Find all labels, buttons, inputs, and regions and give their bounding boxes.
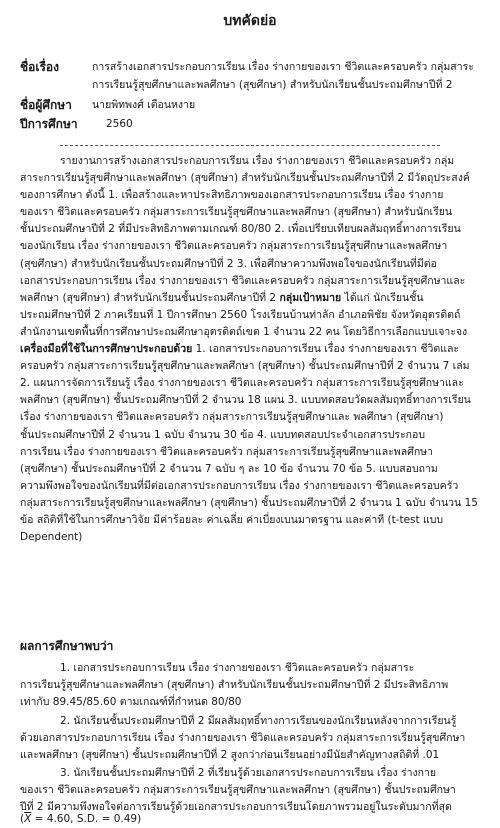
abstract-line: พลศึกษา (สุขศึกษา) ชั้นประถมศึกษาปีที่ 2 จำนวน 18 แผน 3. แบบทดสอบวัดผลสัมฤทธิ์ทางการเรียน <box>20 394 471 407</box>
abstract-line: 2. แผนการจัดการเรียนรู้ เรื่อง ร่างกายของเรา ชีวิตและครอบครัว กลุ่มสาระการเรียนรู้สุขศึกษาและ <box>20 377 464 390</box>
topic-label: ชื่อเรื่อง <box>20 60 59 74</box>
stat-values: = 4.60, S.D. = 0.49) <box>31 813 142 825</box>
abstract-line: สาระการเรียนรู้สุขศึกษาและพลศึกษา (สุขศึกษา) สำหรับนักเรียนชั้นประถมศึกษาปีที่ 2 มีวัตถุประสงค์ <box>20 172 470 185</box>
results-heading: ผลการศึกษาพบว่า <box>20 639 114 653</box>
result-line: 1. เอกสารประกอบการเรียน เรื่อง ร่างกายของเรา ชีวิตและครอบครัว กลุ่มสาระ <box>60 662 415 674</box>
abstract-line: เรื่อง ร่างกายของเรา ชีวิตและครอบครัว กลุ่มสาระการเรียนรู้สุขศึกษาและ พลศึกษา (สุขศึกษา) <box>20 411 444 424</box>
abstract-line: กลุ่มสาระการเรียนรู้สุขศึกษาและพลศึกษา (สุขศึกษา) ชั้นประถมศึกษาปีที่ 2 จำนวน 1 ฉบับ จำนวน 15 <box>20 496 478 509</box>
abstract-line: (สุขศึกษา) ชั้นประถมศึกษาปีที่ 2 จำนวน 7 ฉบับ ๆ ละ 10 ข้อ จำนวน 70 ข้อ 5. แบบสอบถาม <box>20 462 438 475</box>
year-row <box>20 115 490 133</box>
abstract-text: 1. เอกสารประกอบการเรียน เรื่อง ร่างกายของเรา ชีวิตและ <box>192 343 460 356</box>
result-line: และพลศึกษา (สุขศึกษา) ชั้นประถมศึกษาปีที่ 2 สูงกว่าก่อนเรียนอย่างมีนัยสำคัญทางสถิติที่ .01 <box>20 749 440 762</box>
abstract-line <box>20 290 482 307</box>
abstract-line: ของการศึกษา ดังนี้ 1. เพื่อสร้างและหาประสิทธิภาพของเอกสารประกอบการเรียน เรื่อง ร่างกาย <box>20 189 444 202</box>
year-label: ปีการศึกษา <box>20 117 78 131</box>
mean-symbol: $\overline{X}$ <box>24 813 32 825</box>
result-line: การเรียนรู้สุขศึกษาและพลศึกษา (สุขศึกษา) สำหรับนักเรียนชั้นประถมศึกษาปีที่ 2 มีประสิทธิภาพ <box>20 679 449 692</box>
abstract-line: ของนักเรียน เรื่อง ร่างกายของเรา ชีวิตและครอบครัว กลุ่มสาระการเรียนรู้สุขศึกษาและพลศึกษา <box>20 240 448 253</box>
abstract-line: ข้อ สถิติที่ใช้ในการศึกษาวิจัย มีค่าร้อยละ ค่าเฉลี่ย ค่าเบี่ยงเบนมาตรฐาน และค่าที (t-test แบบ <box>20 513 444 526</box>
results-body <box>20 713 482 764</box>
result-line: ด้วยเอกสารประกอบการเรียน เรื่อง ร่างกายของเรา ชีวิตและครอบครัว กลุ่มสาระการเรียนรู้สุขศึกษา <box>20 732 466 745</box>
result-line: เท่ากับ 89.45/85.60 ตามเกณฑ์ที่กำหนด 80/80 <box>20 696 242 709</box>
year-value: 2560 <box>106 118 133 130</box>
target-group-label: กลุ่มเป้าหมาย <box>279 291 342 304</box>
abstract-body <box>20 153 482 546</box>
author-row <box>20 96 490 114</box>
author-label: ชื่อผู้ศึกษา <box>20 98 72 112</box>
abstract-line: การเรียน เรื่อง ร่างกายของเรา ชีวิตและครอบครัว กลุ่มสาระการเรียนรู้สุขศึกษาและพลศึกษา <box>20 445 433 458</box>
dashed-divider <box>60 145 440 146</box>
results-body <box>20 660 482 711</box>
abstract-text: ได้แก่ นักเรียนชั้น <box>341 291 424 304</box>
topic-row <box>20 58 490 98</box>
abstract-line: สำนักงานเขตพื้นที่การศึกษาประถมศึกษาอุตรดิตถ์เขต 1 จำนวน 22 คน โดยวิธีการเลือกแบบเจาะจง <box>20 325 468 338</box>
results-body <box>20 765 482 816</box>
stat-open: ( <box>20 813 25 825</box>
abstract-line: ของเรา ชีวิตและครอบครัว กลุ่มสาระการเรียนรู้สุขศึกษาและพลศึกษา (สุขศึกษา) สำหรับนักเรียน <box>20 206 453 219</box>
abstract-line: ชั้นประถมศึกษาปีที่ 2 จำนวน 1 ฉบับ จำนวน 30 ข้อ 4. แบบทดสอบประจำเอกสารประกอบ <box>20 428 425 441</box>
abstract-text: พลศึกษา (สุขศึกษา) สำหรับนักเรียนชั้นประถมศึกษาปีที่ 2 <box>20 291 280 304</box>
abstract-line: ความพึงพอใจของนักเรียนที่มีต่อเอกสารประกอบการเรียน เรื่อง ร่างกายของเรา ชีวิตและครอบครัว <box>20 479 459 492</box>
result-statistic <box>20 811 482 828</box>
abstract-line: รายงานการสร้างเอกสารประกอบการเรียน เรื่อง ร่างกายของเรา ชีวิตและครอบครัว กลุ่ม <box>60 155 455 167</box>
abstract-line: (สุขศึกษา) สำหรับนักเรียนชั้นประถมศึกษาปีที่ 2 3. เพื่อศึกษาความพึงพอใจของนักเรียนที่มีต่อ <box>20 257 437 270</box>
abstract-line: Dependent) <box>20 531 83 544</box>
tools-label: เครื่องมือที่ใช้ในการศึกษาประกอบด้วย <box>20 343 193 356</box>
abstract-line: ประถมศึกษาปีที่ 2 ภาคเรียนที่ 1 ปีการศึกษา 2560 โรงเรียนบ้านท่าลัก อำเภอพิชัย จังหวัดอุตรดิตถ์ <box>20 308 461 321</box>
page-title: บทคัดย่อ <box>223 13 277 29</box>
abstract-line: เอกสารประกอบการเรียน เรื่อง ร่างกายของเรา ชีวิตและครอบครัว กลุ่มสาระการเรียนรู้สุขศึกษาและ <box>20 274 466 287</box>
result-line: 2. นักเรียนชั้นประถมศึกษาปีที่ 2 มีผลสัมฤทธิ์ทางการเรียนของนักเรียนหลังจากการเรียนรู้ <box>60 715 457 727</box>
author-value: นายพิทพงศ์ เตือนหงาย <box>92 99 196 111</box>
result-line: ของเรา ชีวิตและครอบครัว กลุ่มสาระการเรียนรู้สุขศึกษาและพลศึกษา (สุขศึกษา) ชั้นประถมศึกษา <box>20 784 456 797</box>
abstract-line: ครอบครัว กลุ่มสาระการเรียนรู้สุขศึกษาและพลศึกษา (สุขศึกษา) ชั้นประถมศึกษาปีที่ 2 จำนวน 7 เล่ม <box>20 360 470 373</box>
result-line: ปีที่ 2 มีความพึงพอใจต่อการเรียนรู้ด้วยเอกสารประกอบการเรียนโดยภาพรวมอยู่ในระดับมากที่สุด <box>20 801 452 814</box>
result-line: 3. นักเรียนชั้นประถมศึกษาปีที่ 2 ที่เรียนรู้ด้วยเอกสารประกอบการเรียน เรื่อง ร่างกาย <box>60 767 437 779</box>
topic-line-1: การสร้างเอกสารประกอบการเรียน เรื่อง ร่างกายของเรา ชีวิตและครอบครัว กลุ่มสาระ <box>92 61 474 73</box>
abstract-line: ชั้นประถมศึกษาปีที่ 2 ที่มีประสิทธิภาพตามเกณฑ์ 80/80 2. เพื่อเปรียบเทียบผลสัมฤทธิ์ทางการเรียน <box>20 223 461 236</box>
abstract-line <box>20 341 482 358</box>
topic-line-2: การเรียนรู้สุขศึกษาและพลศึกษา (สุขศึกษา) สำหรับนักเรียนชั้นประถมศึกษาปีที่ 2 <box>92 79 453 91</box>
